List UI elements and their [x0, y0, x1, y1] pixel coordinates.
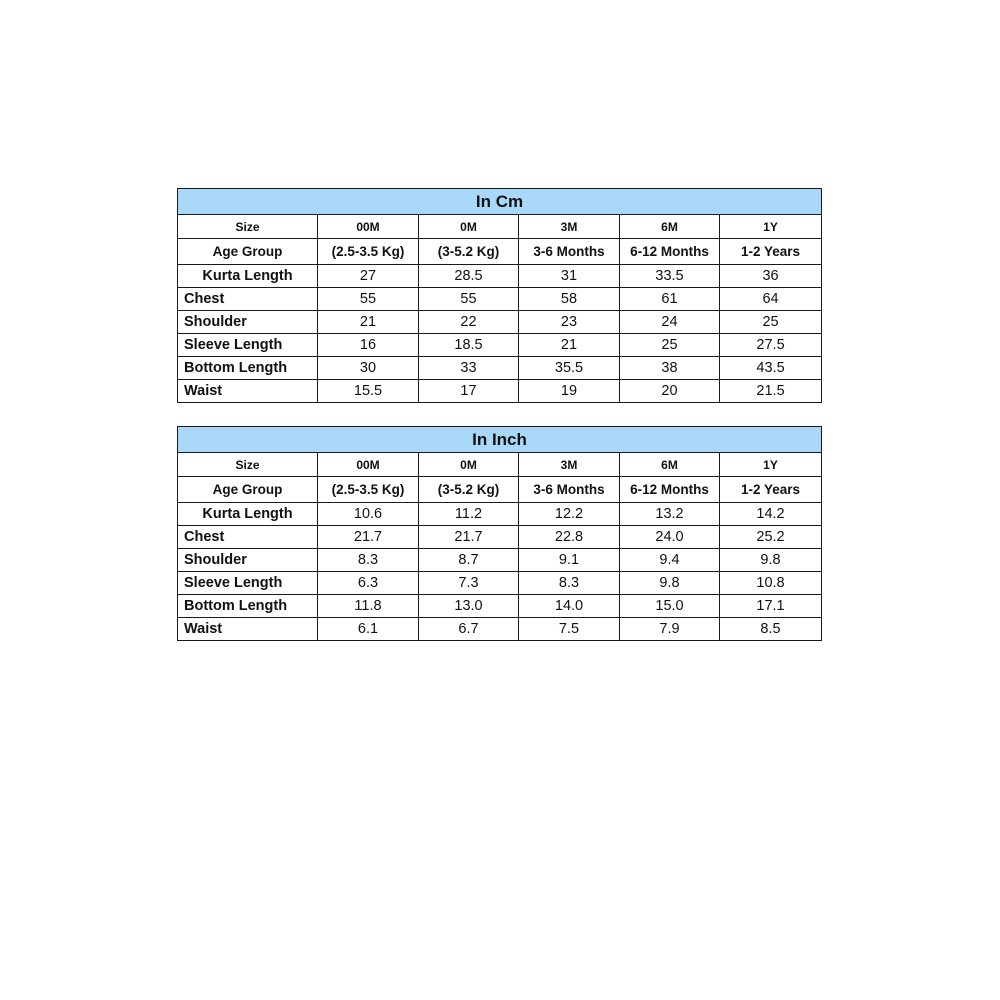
measurement-cell: 10.8	[720, 572, 822, 595]
measurement-cell: 55	[419, 288, 519, 311]
measurement-cell: 21	[318, 311, 419, 334]
measurement-cell: 35.5	[519, 357, 620, 380]
size-header-cell: 3M	[519, 215, 620, 239]
table-row	[178, 288, 822, 311]
row-label: Sleeve Length	[178, 572, 318, 595]
age-group-cell: 1-2 Years	[720, 477, 822, 503]
size-header-cell: 6M	[620, 453, 720, 477]
size-header-cell: 3M	[519, 453, 620, 477]
age-group-cell: 6-12 Months	[620, 239, 720, 265]
measurement-cell: 30	[318, 357, 419, 380]
row-label: Chest	[178, 526, 318, 549]
measurement-cell: 6.3	[318, 572, 419, 595]
age-row-label: Age Group	[178, 477, 318, 503]
measurement-cell: 43.5	[720, 357, 822, 380]
table-row	[178, 526, 822, 549]
row-label: Waist	[178, 618, 318, 641]
size-header-cell: 0M	[419, 453, 519, 477]
measurement-cell: 21.7	[419, 526, 519, 549]
size-header-cell: 00M	[318, 453, 419, 477]
row-label: Kurta Length	[178, 265, 318, 288]
measurement-cell: 19	[519, 380, 620, 403]
measurement-cell: 25	[720, 311, 822, 334]
measurement-cell: 20	[620, 380, 720, 403]
measurement-cell: 6.1	[318, 618, 419, 641]
age-group-cell: (3-5.2 Kg)	[419, 477, 519, 503]
age-group-row	[178, 239, 822, 265]
measurement-cell: 9.8	[720, 549, 822, 572]
measurement-cell: 13.0	[419, 595, 519, 618]
measurement-cell: 7.3	[419, 572, 519, 595]
measurement-cell: 64	[720, 288, 822, 311]
row-label: Bottom Length	[178, 595, 318, 618]
size-chart-cm-table	[177, 188, 822, 403]
measurement-cell: 24	[620, 311, 720, 334]
age-group-cell: (2.5-3.5 Kg)	[318, 239, 419, 265]
measurement-cell: 31	[519, 265, 620, 288]
size-header-cell: 00M	[318, 215, 419, 239]
age-group-cell: 6-12 Months	[620, 477, 720, 503]
measurement-cell: 24.0	[620, 526, 720, 549]
measurement-cell: 15.0	[620, 595, 720, 618]
measurement-cell: 36	[720, 265, 822, 288]
measurement-cell: 18.5	[419, 334, 519, 357]
measurement-cell: 15.5	[318, 380, 419, 403]
measurement-cell: 38	[620, 357, 720, 380]
measurement-cell: 12.2	[519, 503, 620, 526]
row-label: Shoulder	[178, 549, 318, 572]
table-row	[178, 380, 822, 403]
measurement-cell: 7.9	[620, 618, 720, 641]
measurement-cell: 21.5	[720, 380, 822, 403]
measurement-cell: 17	[419, 380, 519, 403]
measurement-cell: 8.3	[318, 549, 419, 572]
measurement-cell: 33	[419, 357, 519, 380]
row-label: Kurta Length	[178, 503, 318, 526]
measurement-cell: 6.7	[419, 618, 519, 641]
measurement-cell: 58	[519, 288, 620, 311]
measurement-cell: 11.8	[318, 595, 419, 618]
measurement-cell: 25	[620, 334, 720, 357]
age-group-row	[178, 477, 822, 503]
measurement-cell: 8.5	[720, 618, 822, 641]
measurement-cell: 14.0	[519, 595, 620, 618]
age-group-cell: 3-6 Months	[519, 477, 620, 503]
size-header-row	[178, 453, 822, 477]
measurement-cell: 33.5	[620, 265, 720, 288]
measurement-cell: 22	[419, 311, 519, 334]
measurement-cell: 10.6	[318, 503, 419, 526]
measurement-cell: 27	[318, 265, 419, 288]
age-group-cell: 3-6 Months	[519, 239, 620, 265]
row-label: Bottom Length	[178, 357, 318, 380]
table-title: In Cm	[178, 189, 822, 215]
table-row	[178, 595, 822, 618]
table-title: In Inch	[178, 427, 822, 453]
size-header-cell: 1Y	[720, 453, 822, 477]
measurement-cell: 13.2	[620, 503, 720, 526]
table-row	[178, 265, 822, 288]
measurement-cell: 61	[620, 288, 720, 311]
measurement-cell: 21.7	[318, 526, 419, 549]
table-row	[178, 357, 822, 380]
size-header-cell: 6M	[620, 215, 720, 239]
row-label: Waist	[178, 380, 318, 403]
measurement-cell: 17.1	[720, 595, 822, 618]
measurement-cell: 9.1	[519, 549, 620, 572]
row-label: Shoulder	[178, 311, 318, 334]
row-label: Sleeve Length	[178, 334, 318, 357]
measurement-cell: 21	[519, 334, 620, 357]
table-row	[178, 311, 822, 334]
table-row	[178, 618, 822, 641]
measurement-cell: 9.8	[620, 572, 720, 595]
row-label: Chest	[178, 288, 318, 311]
measurement-cell: 8.3	[519, 572, 620, 595]
measurement-cell: 27.5	[720, 334, 822, 357]
measurement-cell: 23	[519, 311, 620, 334]
table-row	[178, 334, 822, 357]
measurement-cell: 22.8	[519, 526, 620, 549]
measurement-cell: 9.4	[620, 549, 720, 572]
size-header-row	[178, 215, 822, 239]
measurement-cell: 7.5	[519, 618, 620, 641]
size-chart-inch-table	[177, 426, 822, 641]
table-title-row	[178, 427, 822, 453]
measurement-cell: 16	[318, 334, 419, 357]
measurement-cell: 8.7	[419, 549, 519, 572]
measurement-cell: 55	[318, 288, 419, 311]
measurement-cell: 11.2	[419, 503, 519, 526]
size-row-label: Size	[178, 215, 318, 239]
table-row	[178, 549, 822, 572]
measurement-cell: 28.5	[419, 265, 519, 288]
table-title-row	[178, 189, 822, 215]
age-row-label: Age Group	[178, 239, 318, 265]
table-row	[178, 503, 822, 526]
age-group-cell: (3-5.2 Kg)	[419, 239, 519, 265]
size-header-cell: 0M	[419, 215, 519, 239]
size-row-label: Size	[178, 453, 318, 477]
table-row	[178, 572, 822, 595]
age-group-cell: (2.5-3.5 Kg)	[318, 477, 419, 503]
measurement-cell: 25.2	[720, 526, 822, 549]
age-group-cell: 1-2 Years	[720, 239, 822, 265]
size-header-cell: 1Y	[720, 215, 822, 239]
measurement-cell: 14.2	[720, 503, 822, 526]
